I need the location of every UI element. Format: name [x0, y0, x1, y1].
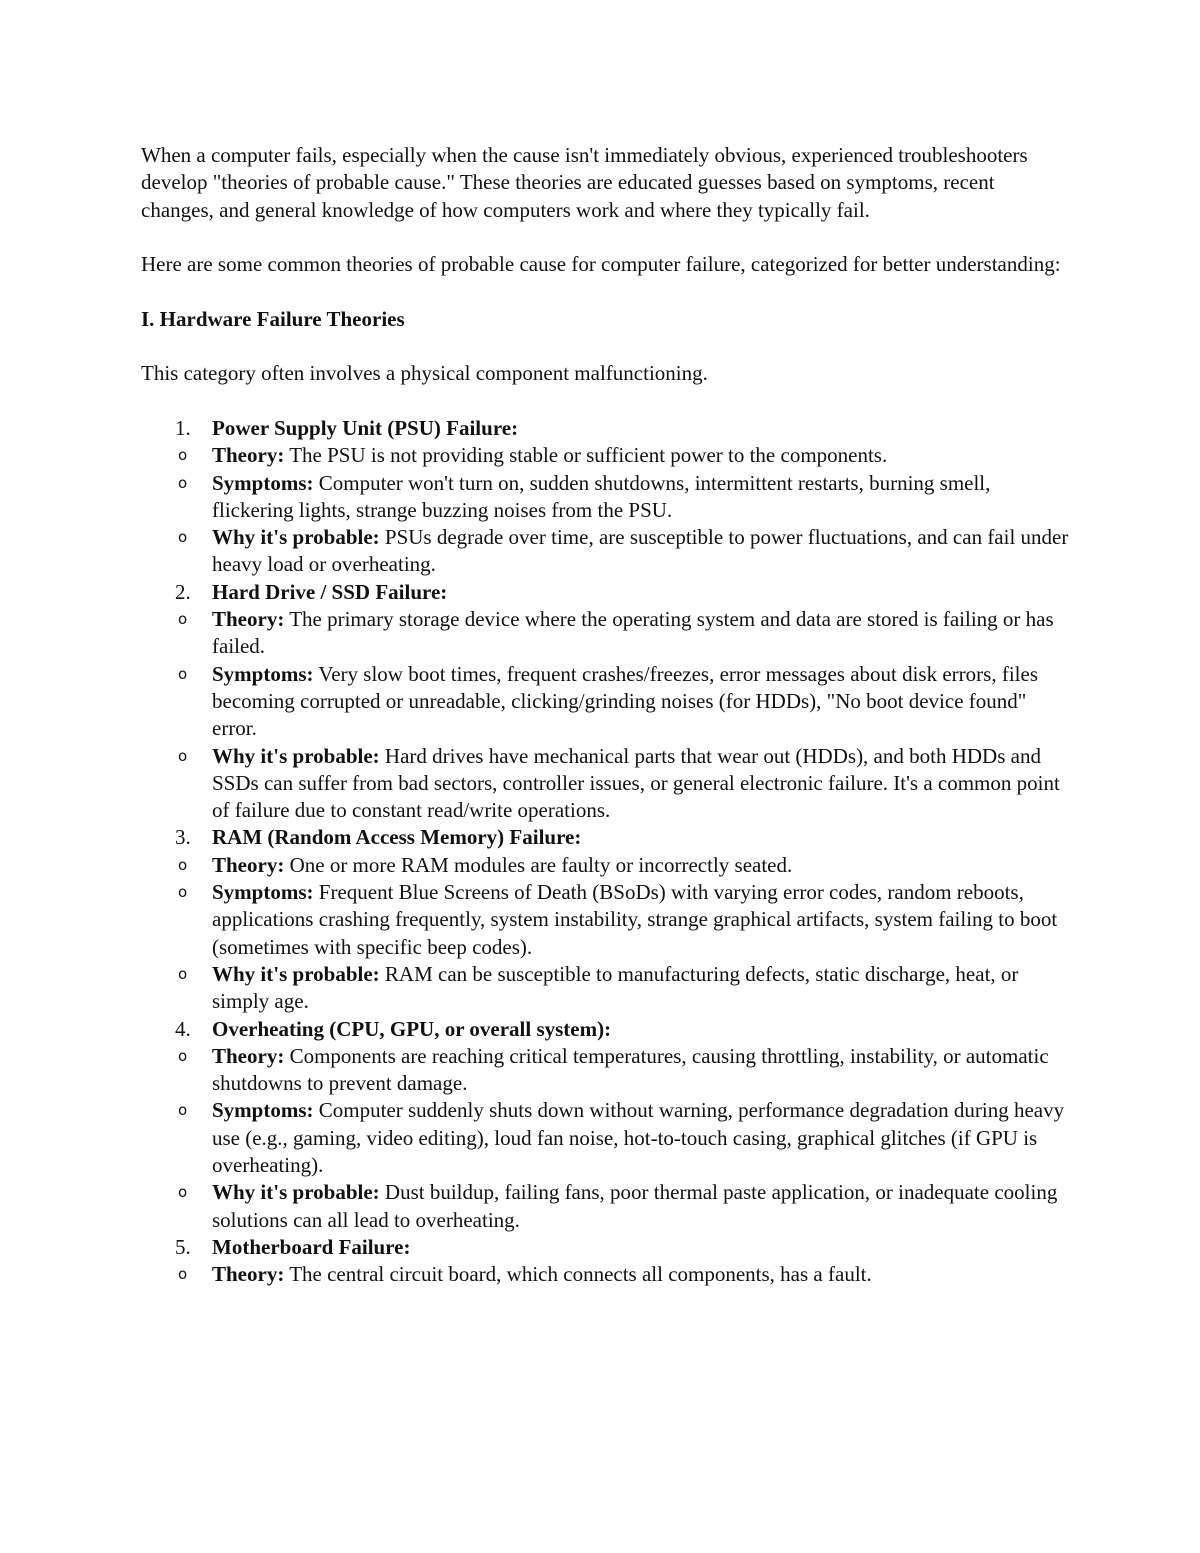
circle-bullet-icon: o	[178, 964, 188, 983]
sub-list	[178, 852, 1071, 1016]
circle-bullet-icon: o	[178, 1101, 188, 1120]
sub-item-label: Why it's probable:	[212, 743, 380, 768]
circle-bullet-icon: o	[178, 528, 188, 547]
document-page	[141, 142, 1071, 1288]
sub-list-item	[178, 879, 1071, 961]
sub-item-text: Computer suddenly shuts down without warning, performance degradation during heavy use (e.g., gaming, video editing), loud fan noise, hot-to-touch casing, graphical glitches (if GPU is overheating).	[212, 1098, 1065, 1177]
sub-item-label: Symptoms:	[212, 661, 314, 686]
sub-item-label: Symptoms:	[212, 470, 314, 495]
list-item-title: Power Supply Unit (PSU) Failure:	[212, 415, 519, 440]
sub-item-text: Hard drives have mechanical parts that wear out (HDDs), and both HDDs and SSDs can suffer from bad sectors, controller issues, or general electronic failure. It's a common point of failure due to constant read/write operations.	[212, 743, 1060, 823]
list-item-number: 2.	[175, 579, 191, 604]
sub-item-text: The PSU is not providing stable or sufficient power to the components.	[284, 443, 888, 468]
section-heading: I. Hardware Failure Theories	[141, 306, 405, 331]
sub-list	[178, 606, 1071, 824]
sub-list-item	[178, 1043, 1071, 1098]
sub-item-label: Theory:	[212, 607, 285, 632]
circle-bullet-icon: o	[178, 1265, 188, 1284]
sub-list-item	[178, 852, 1071, 879]
sub-item-text: Frequent Blue Screens of Death (BSoDs) with varying error codes, random reboots, applications crashing frequently, system instability, strange graphical artifacts, system failing to boot (sometimes with specific beep codes).	[212, 880, 1058, 959]
list-item-title: Overheating (CPU, GPU, or overall system):	[212, 1016, 612, 1041]
circle-bullet-icon: o	[178, 610, 188, 629]
circle-bullet-icon: o	[178, 446, 188, 465]
sub-list-item	[178, 1097, 1071, 1179]
sub-item-text: One or more RAM modules are faulty or incorrectly seated.	[284, 852, 793, 877]
sub-list-item	[178, 606, 1071, 661]
list-item-number: 1.	[175, 415, 191, 440]
circle-bullet-icon: o	[178, 1183, 188, 1202]
sub-item-text: Very slow boot times, frequent crashes/freezes, error messages about disk errors, files becoming corrupted or unreadable, clicking/grinding noises (for HDDs), "No boot device found" error.	[212, 661, 1038, 741]
sub-item-label: Why it's probable:	[212, 525, 380, 550]
sub-list-item	[178, 442, 1071, 469]
sub-item-label: Theory:	[212, 443, 285, 468]
sub-list	[178, 442, 1071, 578]
list-item	[141, 1016, 1071, 1234]
sub-list-item	[178, 743, 1071, 825]
circle-bullet-icon: o	[178, 473, 188, 492]
sub-item-text: PSUs degrade over time, are susceptible to power fluctuations, and can fail under heavy load or overheating.	[212, 525, 1069, 577]
sub-item-text: Components are reaching critical temperatures, causing throttling, instability, or automatic shutdowns to prevent damage.	[212, 1043, 1049, 1096]
circle-bullet-icon: o	[178, 855, 188, 874]
sub-item-label: Theory:	[212, 852, 285, 877]
sub-item-label: Theory:	[212, 1262, 285, 1287]
sub-item-text: RAM can be susceptible to manufacturing defects, static discharge, heat, or simply age.	[212, 961, 1019, 1014]
sub-list-item	[178, 1179, 1071, 1234]
sub-list-item	[178, 961, 1071, 1016]
list-item	[141, 415, 1071, 579]
sub-item-label: Symptoms:	[212, 880, 314, 905]
list-item-number: 4.	[175, 1016, 191, 1041]
intro-paragraph-2: Here are some common theories of probable cause for computer failure, categorized for better understanding:	[141, 252, 1061, 277]
list-item-number: 5.	[175, 1234, 191, 1259]
sub-item-label: Why it's probable:	[212, 1180, 380, 1205]
sub-item-label: Why it's probable:	[212, 961, 380, 986]
circle-bullet-icon: o	[178, 1046, 188, 1065]
sub-item-text: Computer won't turn on, sudden shutdowns, intermittent restarts, burning smell, flickering lights, strange buzzing noises from the PSU.	[212, 470, 991, 522]
circle-bullet-icon: o	[178, 664, 188, 683]
section-description: This category often involves a physical component malfunctioning.	[141, 361, 708, 386]
sub-list-item	[178, 524, 1071, 579]
circle-bullet-icon: o	[178, 883, 188, 902]
circle-bullet-icon: o	[178, 746, 188, 765]
sub-list-item	[178, 470, 1071, 525]
intro-paragraph-1: When a computer fails, especially when the cause isn't immediately obvious, experienced troubleshooters develop "theories of probable cause." These theories are educated guesses based on symptoms, recent changes, and general knowledge of how computers work and where they typically fail.	[141, 143, 1028, 222]
sub-item-text: The central circuit board, which connects all components, has a fault.	[284, 1262, 872, 1287]
list-item-title: Motherboard Failure:	[212, 1234, 411, 1259]
list-item	[141, 1234, 1071, 1289]
sub-list-item	[178, 661, 1071, 743]
list-item	[141, 824, 1071, 1015]
sub-item-text: Dust buildup, failing fans, poor thermal paste application, or inadequate cooling solutions can all lead to overheating.	[212, 1180, 1058, 1232]
sub-item-label: Theory:	[212, 1043, 285, 1068]
sub-list-item	[178, 1261, 1071, 1288]
numbered-list	[141, 415, 1071, 1289]
list-item	[141, 579, 1071, 825]
sub-list	[178, 1043, 1071, 1234]
list-item-title: Hard Drive / SSD Failure:	[212, 579, 448, 604]
sub-item-text: The primary storage device where the operating system and data are stored is failing or has failed.	[212, 607, 1054, 659]
sub-item-label: Symptoms:	[212, 1098, 314, 1123]
list-item-number: 3.	[175, 825, 191, 850]
list-item-title: RAM (Random Access Memory) Failure:	[212, 825, 582, 850]
sub-list	[178, 1261, 1071, 1288]
